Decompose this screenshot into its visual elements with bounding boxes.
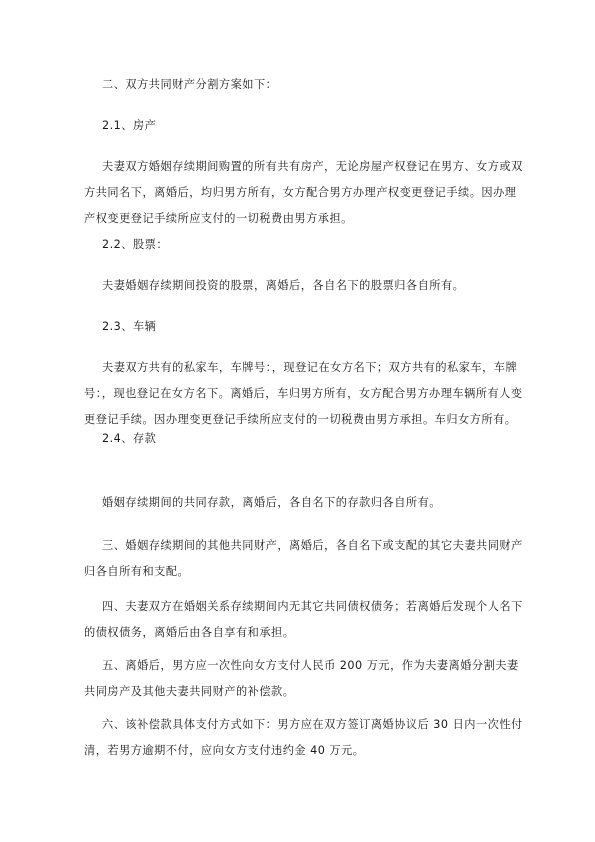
paragraph-section-4: 四、夫妻双方在婚姻关系存续期间内无其它共同债权债务；若离婚后发现个人名下的债权债务，离婚后由各自享有和承担。 <box>84 600 523 639</box>
subsection-heading-stocks: 2.2、股票： <box>102 238 169 251</box>
subsection-heading-house: 2.1、房产 <box>102 119 157 132</box>
subsection-heading-vehicles: 2.3、车辆 <box>102 320 157 333</box>
subsection-heading-deposits: 2.4、存款 <box>102 432 157 445</box>
section-heading-2: 二、双方共同财产分割方案如下： <box>102 78 278 91</box>
paragraph-section-6: 六、该补偿款具体支付方式如下：男方应在双方签订离婚协议后 30 日内一次性付清，若男方逾期不付，应向女方支付违约金 40 万元。 <box>84 718 523 757</box>
paragraph-section-5: 五、离婚后，男方应一次性向女方支付人民币 200 万元，作为夫妻离婚分割夫妻共同房产及其他夫妻共同财产的补偿款。 <box>84 659 519 698</box>
paragraph-vehicles: 夫妻双方共有的私家车，车牌号：，现登记在女方名下；双方共有的私家车，车牌号：，现也登记在女方名下。离婚后，车归男方所有，女方配合男方办理车辆所有人变更登记手续。因办理变更登记手续所应支付的一切税费由男方承担。车归女方所有。 <box>84 361 523 426</box>
paragraph-stocks: 夫妻婚姻存续期间投资的股票，离婚后，各自名下的股票归各自所有。 <box>102 279 465 292</box>
paragraph-deposits: 婚姻存续期间的共同存款，离婚后，各自名下的存款归各自所有。 <box>102 496 441 509</box>
paragraph-section-3: 三、婚姻存续期间的其他共同财产，离婚后，各自名下或支配的其它夫妻共同财产归各自所有和支配。 <box>84 539 523 578</box>
paragraph-house: 夫妻双方婚姻存续期间购置的所有共有房产，无论房屋产权登记在男方、女方或双方共同名下，离婚后，均归男方所有，女方配合男方办理产权变更登记手续。因办理产权变更登记手续所应支付的一切税费由男方承担。 <box>84 160 523 225</box>
